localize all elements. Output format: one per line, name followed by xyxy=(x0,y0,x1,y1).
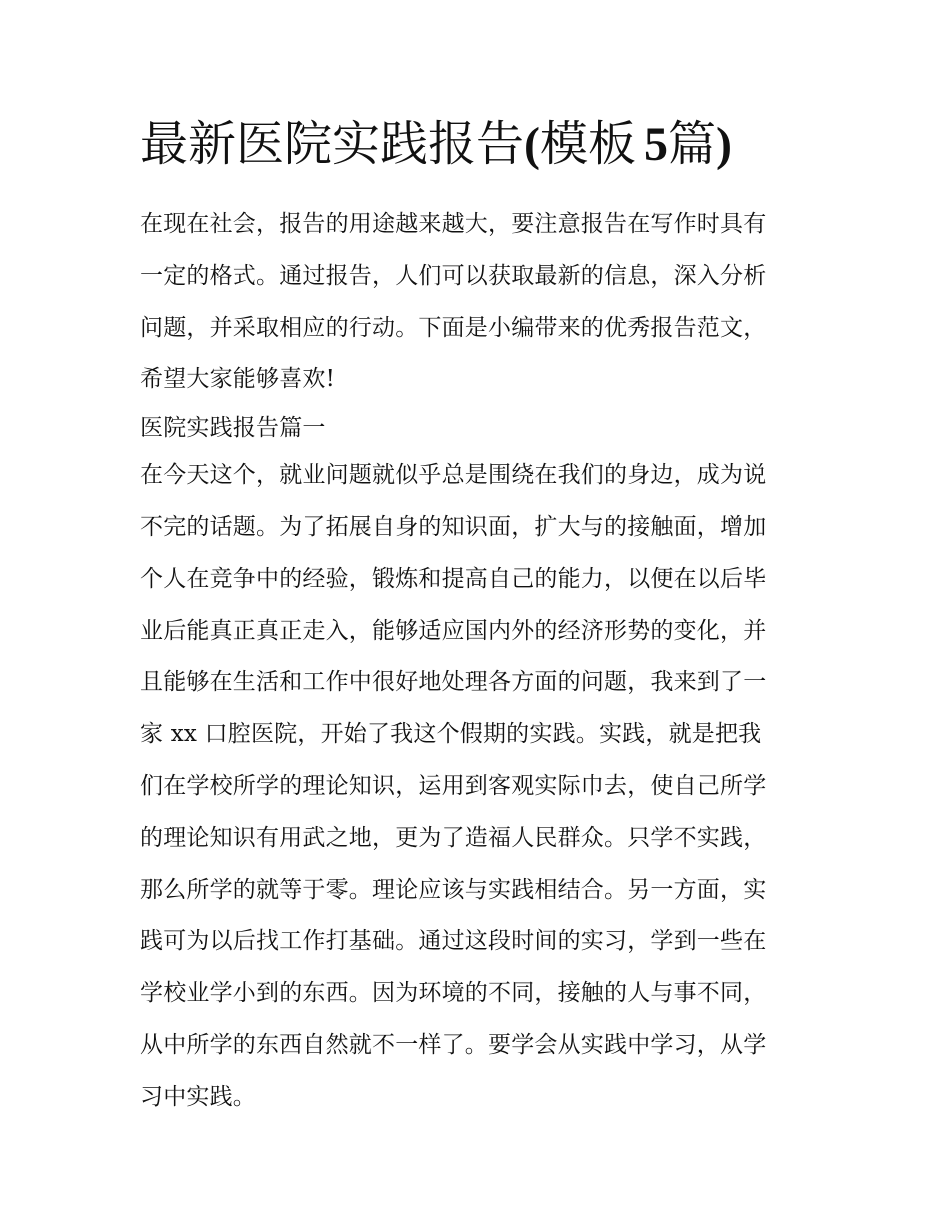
document-title xyxy=(140,112,840,177)
body-line: 们在学校所学的理论知识，运用到客观实际巾去，使自己所学 xyxy=(140,772,767,799)
intro-line: 问题，并采取相应的行动。下面是小编带来的优秀报告范文， xyxy=(140,314,767,341)
document-body xyxy=(140,199,815,1124)
body-line: 且能够在生活和工作中很好地处理各方面的问题，我来到了一 xyxy=(140,669,767,696)
body-line: 学校业学小到的东西。因为环境的不同，接触的人与事不同， xyxy=(140,980,767,1007)
title-suffix: 篇 xyxy=(668,116,717,172)
body-line: 习中实践。 xyxy=(140,1083,256,1110)
intro-line: 一定的格式。通过报告，人们可以获取最新的信息，深入分析 xyxy=(140,262,767,289)
title-middle: 模板 xyxy=(540,116,637,172)
body-line: 不完的话题。为了拓展自身的知识面，扩大与的接触面，增加 xyxy=(140,513,767,540)
title-paren-open: ( xyxy=(524,118,540,171)
body-line: 个人在竞争中的经验，锻炼和提高自己的能力，以便在以后毕 xyxy=(140,565,767,592)
body-line: 从中所学的东西自然就不一样了。要学会从实践中学习，从学 xyxy=(140,1031,767,1058)
body-line: 在今天这个，就业问题就似乎总是围绕在我们的身边，成为说 xyxy=(140,462,767,489)
body-line: 业后能真正真正走入，能够适应国内外的经济形势的变化，并 xyxy=(140,617,767,644)
body-line: 践可为以后找工作打基础。通过这段时间的实习，学到一些在 xyxy=(140,928,767,955)
body-line: 那么所学的就等于零。理论应该与实践相结合。另一方面，实 xyxy=(140,876,767,903)
title-number: 5 xyxy=(644,118,669,171)
body-line: 的理论知识有用武之地，更为了造福人民群众。只学不实践， xyxy=(140,824,767,851)
title-paren-close: ) xyxy=(716,118,733,171)
title-prefix: 最新医院实践报告 xyxy=(140,116,525,172)
intro-line: 在现在社会，报告的用途越来越大，要注意报告在写作时具有 xyxy=(140,211,767,237)
body-line: 家 xx 口腔医院，开始了我这个假期的实践。实践，就是把我 xyxy=(140,721,762,748)
intro-line: 希望大家能够喜欢! xyxy=(140,366,336,393)
section-heading: 医院实践报告篇一 xyxy=(140,415,326,442)
